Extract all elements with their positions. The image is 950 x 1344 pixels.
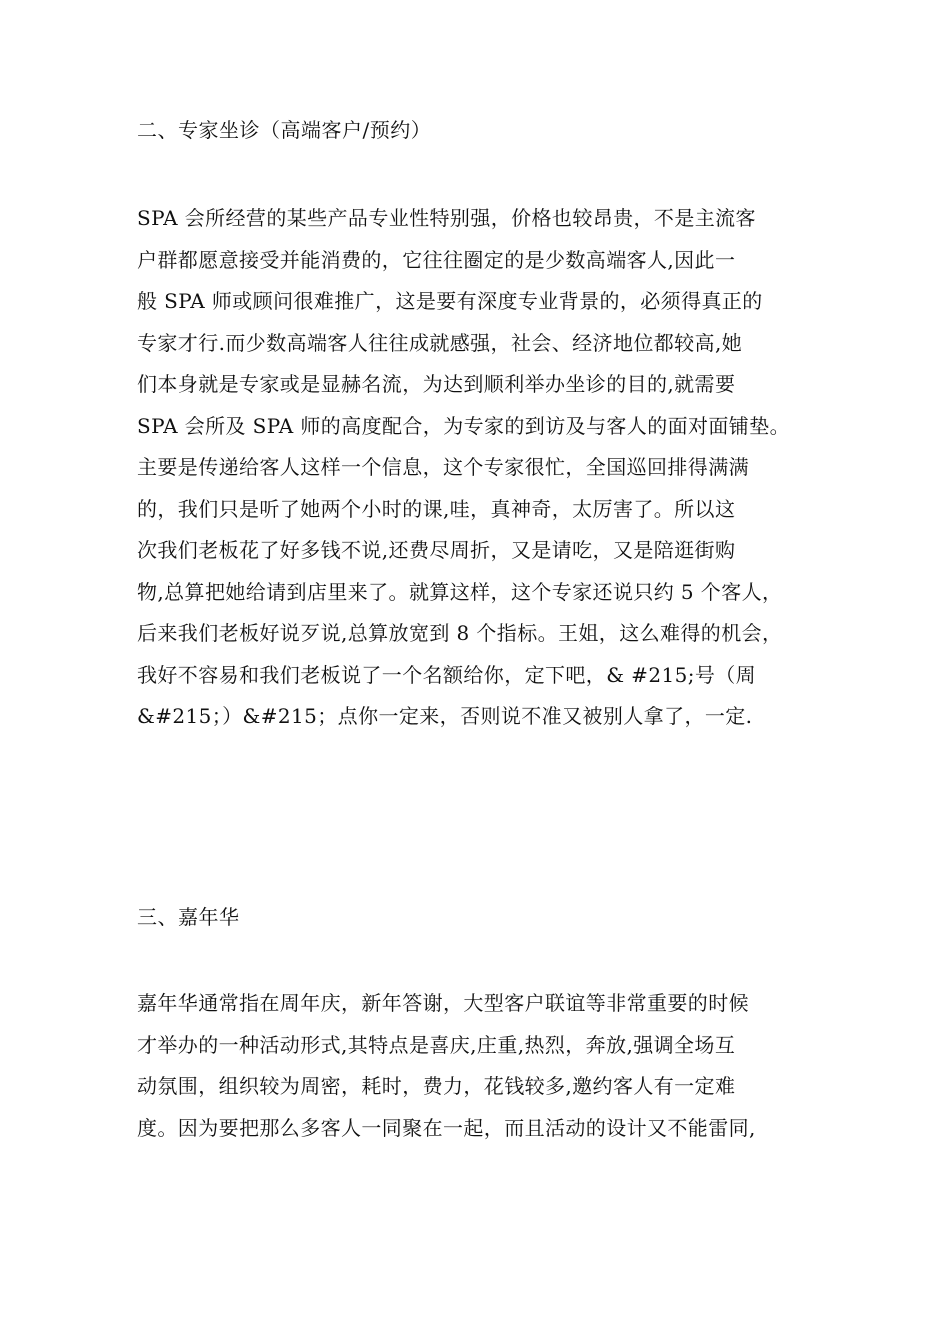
paragraph-line: 动氛围，组织较为周密，耗时，费力，花钱较多,邀约客人有一定难 [137,1074,736,1098]
paragraph-line: 才举办的一种活动形式,其特点是喜庆,庄重,热烈，奔放,强调全场互 [137,1032,736,1057]
paragraph-line: 主要是传递给客人这样一个信息，这个专家很忙，全国巡回排得满满 [137,455,749,479]
paragraph-line: 次我们老板花了好多钱不说,还费尽周折，又是请吃，又是陪逛街购 [137,538,736,562]
paragraph-carnival [137,983,827,1149]
paragraph-expert-consultation [137,198,827,738]
paragraph-line: 般 SPA 师或顾问很难推广，这是要有深度专业背景的，必须得真正的 [137,289,763,313]
paragraph-line: 嘉年华通常指在周年庆，新年答谢，大型客户联谊等非常重要的时候 [137,991,749,1015]
paragraph-line: 我好不容易和我们老板说了一个名额给你，定下吧，& #215;号（周 [137,662,757,687]
paragraph-line: 度。因为要把那么多客人一同聚在一起，而且活动的设计又不能雷同, [137,1115,756,1140]
paragraph-line: 们本身就是专家或是显赫名流，为达到顺利举办坐诊的目的,就需要 [137,372,736,396]
section-heading-carnival: 三、嘉年华 [137,905,240,929]
paragraph-line: 专家才行.而少数高端客人往往成就感强，社会、经济地位都较高,她 [137,330,743,355]
paragraph-line: 的，我们只是听了她两个小时的课,哇，真神奇，太厉害了。所以这 [137,496,736,521]
paragraph-line: 后来我们老板好说歹说,总算放宽到 8 个指标。王姐，这么难得的机会， [137,621,783,645]
paragraph-line: SPA 会所及 SPA 师的高度配合，为专家的到访及与客人的面对面铺垫。 [137,413,791,438]
paragraph-line: 物,总算把她给请到店里来了。就算这样，这个专家还说只约 5 个客人， [137,579,783,604]
paragraph-line: &#215；）&#215；点你一定来，否则说不准又被别人拿了，一定. [137,704,753,728]
paragraph-line: SPA 会所经营的某些产品专业性特别强，价格也较昂贵，不是主流客 [137,206,756,230]
paragraph-line: 户群都愿意接受并能消费的，它往往圈定的是少数高端客人,因此一 [137,247,736,272]
section-heading-expert-consultation: 二、专家坐诊（高端客户/预约） [137,118,432,142]
